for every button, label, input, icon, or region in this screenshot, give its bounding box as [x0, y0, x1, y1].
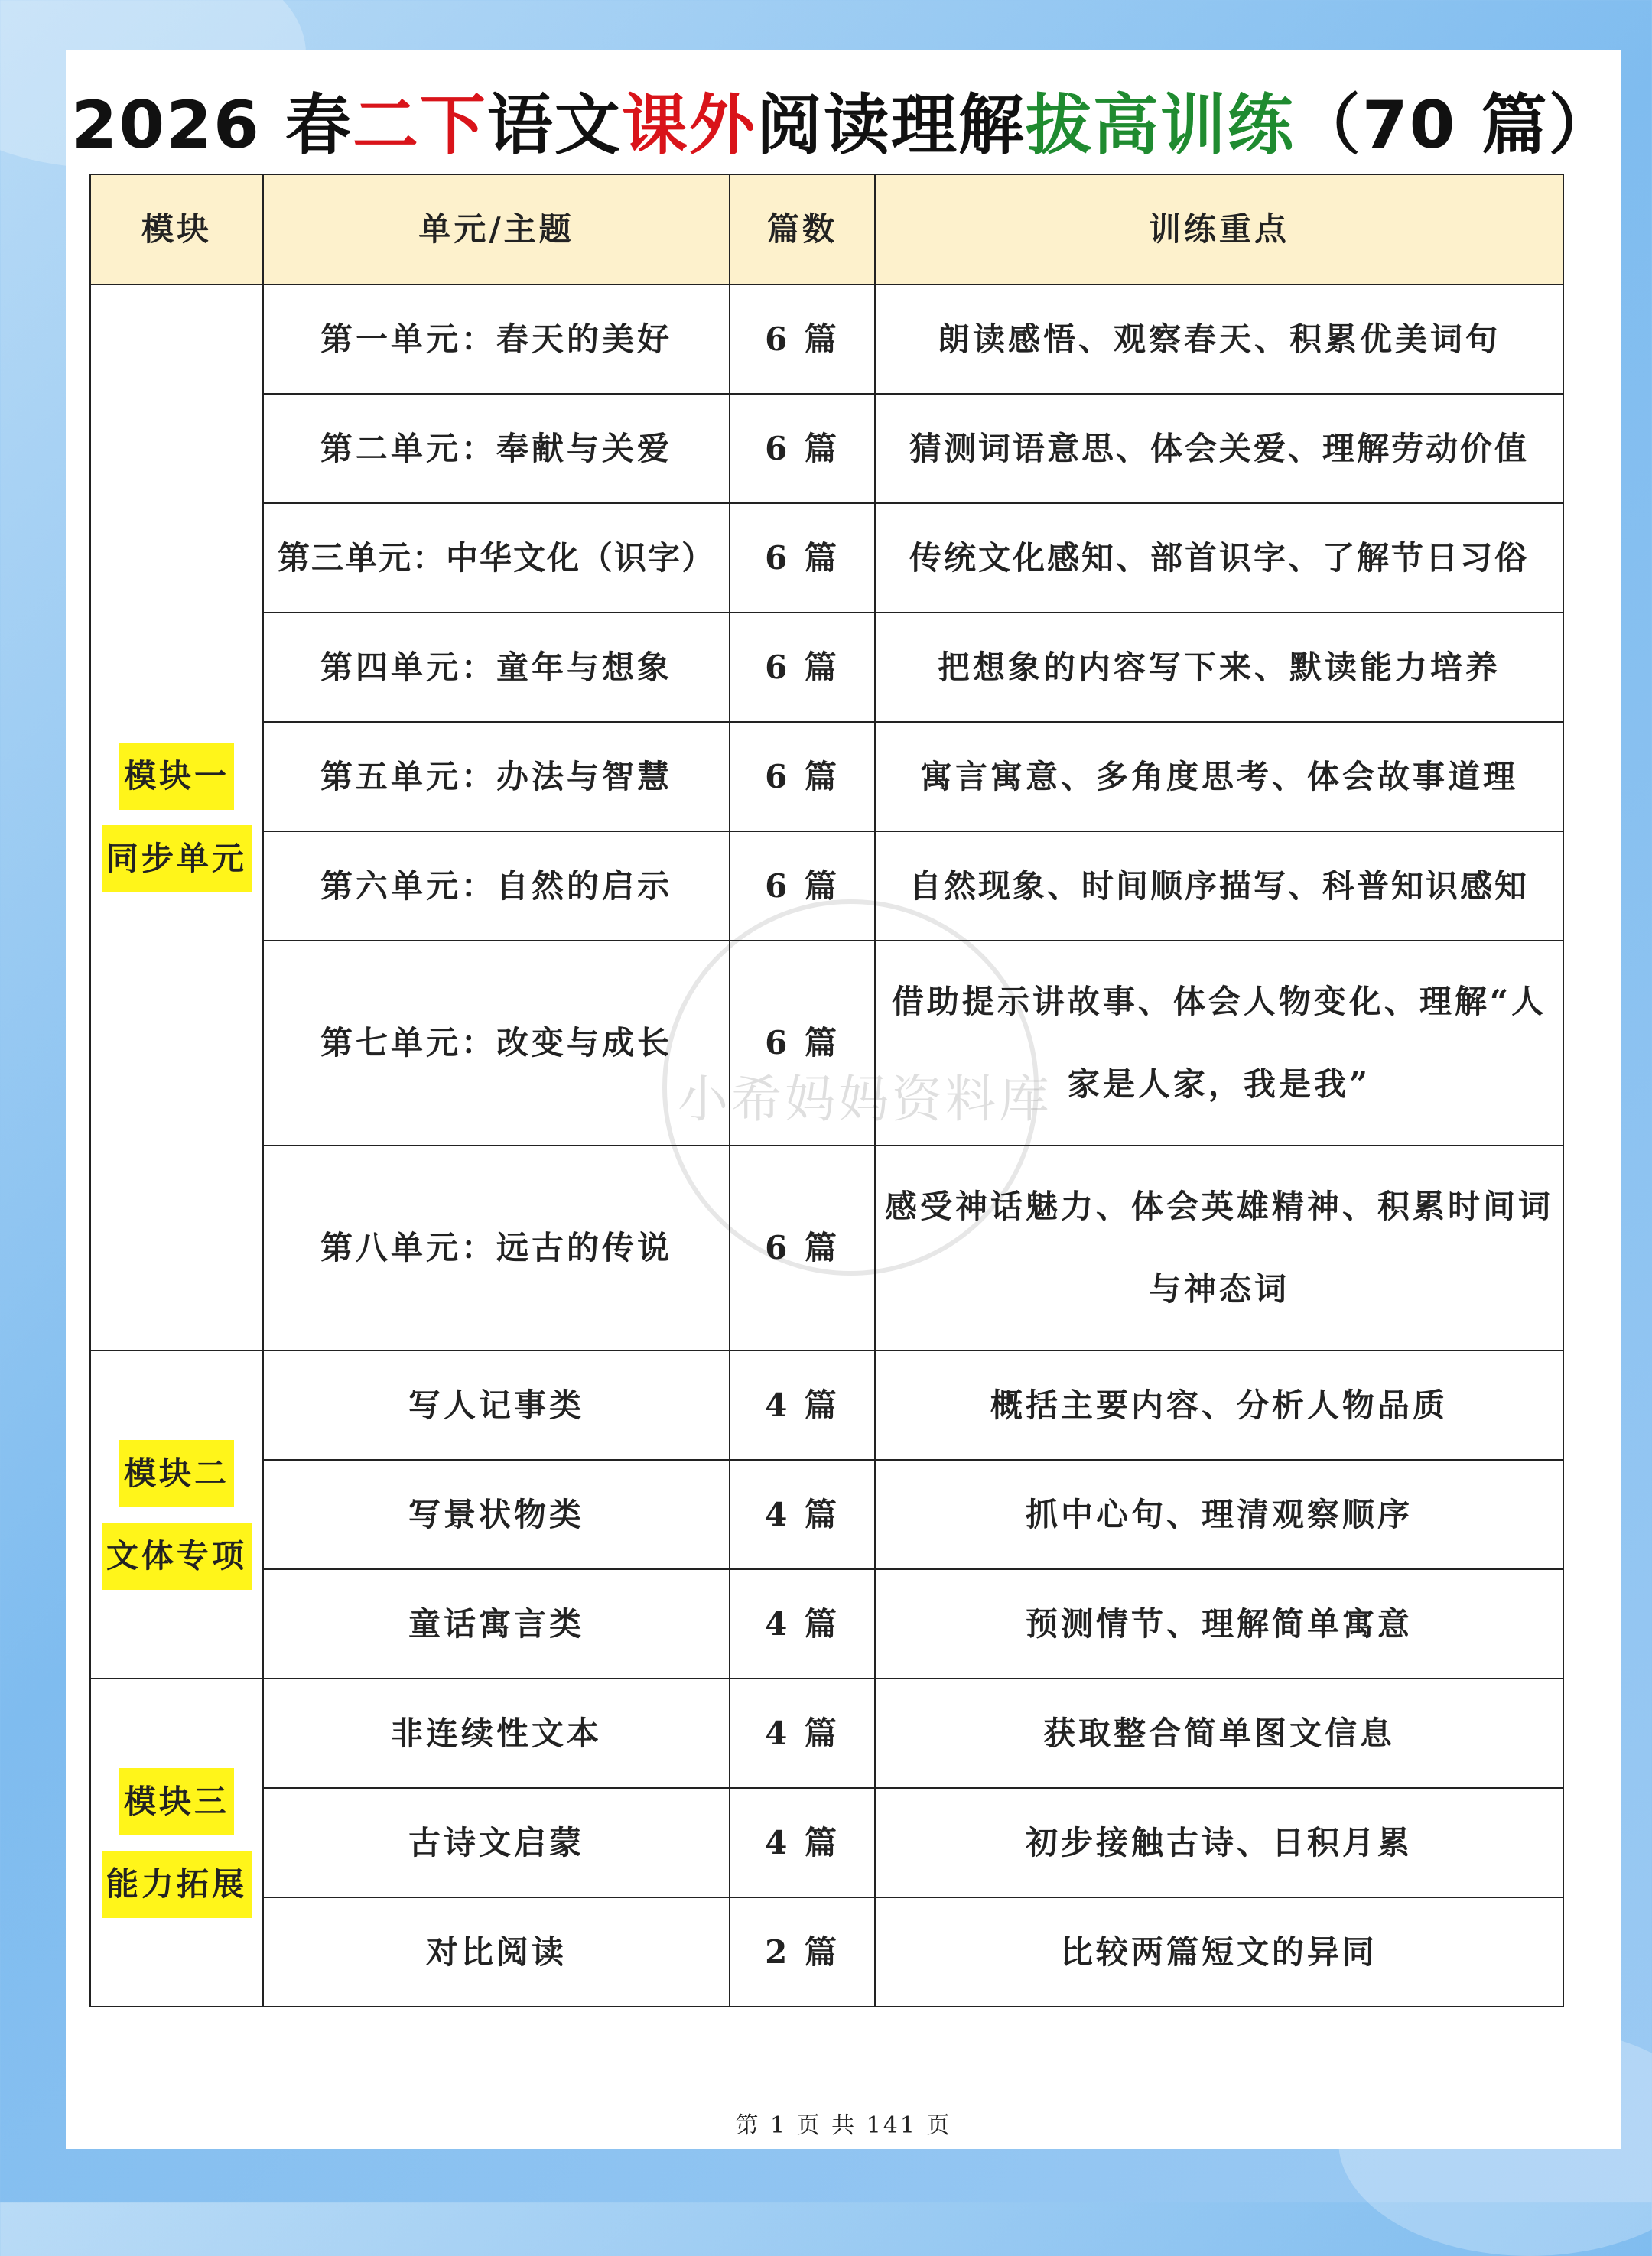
- unit-cell: 第八单元：远古的传说: [263, 1146, 730, 1351]
- count-cell: 6 篇: [730, 722, 875, 831]
- focus-cell: 感受神话魅力、体会英雄精神、积累时间词与神态词: [875, 1146, 1563, 1351]
- module-label: 模块二: [119, 1440, 234, 1507]
- module-label: 模块一: [119, 743, 234, 810]
- module-label: 模块三: [119, 1768, 234, 1835]
- table-row: [90, 394, 1563, 503]
- title-part: （70 篇）: [1294, 87, 1616, 164]
- table-row: [90, 284, 1563, 394]
- title-part: 2026 春: [71, 87, 353, 164]
- focus-cell: 朗读感悟、观察春天、积累优美词句: [875, 284, 1563, 394]
- focus-cell: 获取整合简单图文信息: [875, 1679, 1563, 1788]
- count-cell: 6 篇: [730, 503, 875, 613]
- unit-cell: 对比阅读: [263, 1897, 730, 2007]
- unit-cell: 第一单元：春天的美好: [263, 284, 730, 394]
- title-part: 语文: [486, 87, 622, 164]
- title-part-highlight: 课外: [621, 87, 756, 164]
- table-row: [90, 1351, 1563, 1460]
- focus-cell: 比较两篇短文的异同: [875, 1897, 1563, 2007]
- header-unit: 单元/主题: [263, 174, 730, 284]
- count-cell: 4 篇: [730, 1788, 875, 1897]
- unit-cell: 写人记事类: [263, 1351, 730, 1460]
- count-cell: 4 篇: [730, 1569, 875, 1679]
- table-row: [90, 941, 1563, 1146]
- header-count: 篇数: [730, 174, 875, 284]
- header-focus: 训练重点: [875, 174, 1563, 284]
- document-page: [66, 50, 1621, 2149]
- count-cell: 6 篇: [730, 613, 875, 722]
- table-row: [90, 1897, 1563, 2007]
- unit-cell: 写景状物类: [263, 1460, 730, 1569]
- count-cell: 6 篇: [730, 1146, 875, 1351]
- table-row: [90, 722, 1563, 831]
- count-cell: 4 篇: [730, 1460, 875, 1569]
- table-row: [90, 1146, 1563, 1351]
- curriculum-table: [89, 174, 1564, 2007]
- module-label: 能力拓展: [102, 1851, 252, 1918]
- focus-cell: 把想象的内容写下来、默读能力培养: [875, 613, 1563, 722]
- table-header-row: [90, 174, 1563, 284]
- table-row: [90, 1569, 1563, 1679]
- title-part-highlight: 二下: [352, 87, 487, 164]
- count-cell: 6 篇: [730, 941, 875, 1146]
- module-cell: [90, 1679, 263, 2007]
- watermark-text: 小希妈妈资料库: [678, 1070, 1052, 1129]
- unit-cell: 童话寓言类: [263, 1569, 730, 1679]
- unit-cell: 第六单元：自然的启示: [263, 831, 730, 941]
- focus-cell: 自然现象、时间顺序描写、科普知识感知: [875, 831, 1563, 941]
- count-cell: 6 篇: [730, 394, 875, 503]
- count-cell: 6 篇: [730, 831, 875, 941]
- table-row: [90, 831, 1563, 941]
- unit-cell: 非连续性文本: [263, 1679, 730, 1788]
- focus-cell: 概括主要内容、分析人物品质: [875, 1351, 1563, 1460]
- module-label: 文体专项: [102, 1523, 252, 1590]
- focus-cell: 借助提示讲故事、体会人物变化、理解“人家是人家，我是我”: [875, 941, 1563, 1146]
- unit-cell: 第七单元：改变与成长: [263, 941, 730, 1146]
- count-cell: 2 篇: [730, 1897, 875, 2007]
- table-row: [90, 1460, 1563, 1569]
- focus-cell: 猜测词语意思、体会关爱、理解劳动价值: [875, 394, 1563, 503]
- unit-cell: 第五单元：办法与智慧: [263, 722, 730, 831]
- title-part-green: 拔高训练: [1025, 87, 1295, 164]
- unit-cell: 第三单元：中华文化（识字）: [263, 503, 730, 613]
- count-cell: 4 篇: [730, 1679, 875, 1788]
- unit-cell: 第二单元：奉献与关爱: [263, 394, 730, 503]
- unit-cell: 古诗文启蒙: [263, 1788, 730, 1897]
- module-cell: [90, 284, 263, 1351]
- table-row: [90, 1679, 1563, 1788]
- focus-cell: 抓中心句、理清观察顺序: [875, 1460, 1563, 1569]
- count-cell: 6 篇: [730, 284, 875, 394]
- title-part: 阅读理解: [756, 87, 1026, 164]
- focus-cell: 传统文化感知、部首识字、了解节日习俗: [875, 503, 1563, 613]
- table-row: [90, 1788, 1563, 1897]
- module-label: 同步单元: [102, 825, 252, 892]
- focus-cell: 预测情节、理解简单寓意: [875, 1569, 1563, 1679]
- table-row: [90, 503, 1563, 613]
- page-title: [66, 72, 1621, 167]
- focus-cell: 寓言寓意、多角度思考、体会故事道理: [875, 722, 1563, 831]
- module-cell: [90, 1351, 263, 1679]
- count-cell: 4 篇: [730, 1351, 875, 1460]
- table-row: [90, 613, 1563, 722]
- page-footer: 第 1 页 共 141 页: [735, 2112, 952, 2139]
- unit-cell: 第四单元：童年与想象: [263, 613, 730, 722]
- focus-cell: 初步接触古诗、日积月累: [875, 1788, 1563, 1897]
- header-module: 模块: [90, 174, 263, 284]
